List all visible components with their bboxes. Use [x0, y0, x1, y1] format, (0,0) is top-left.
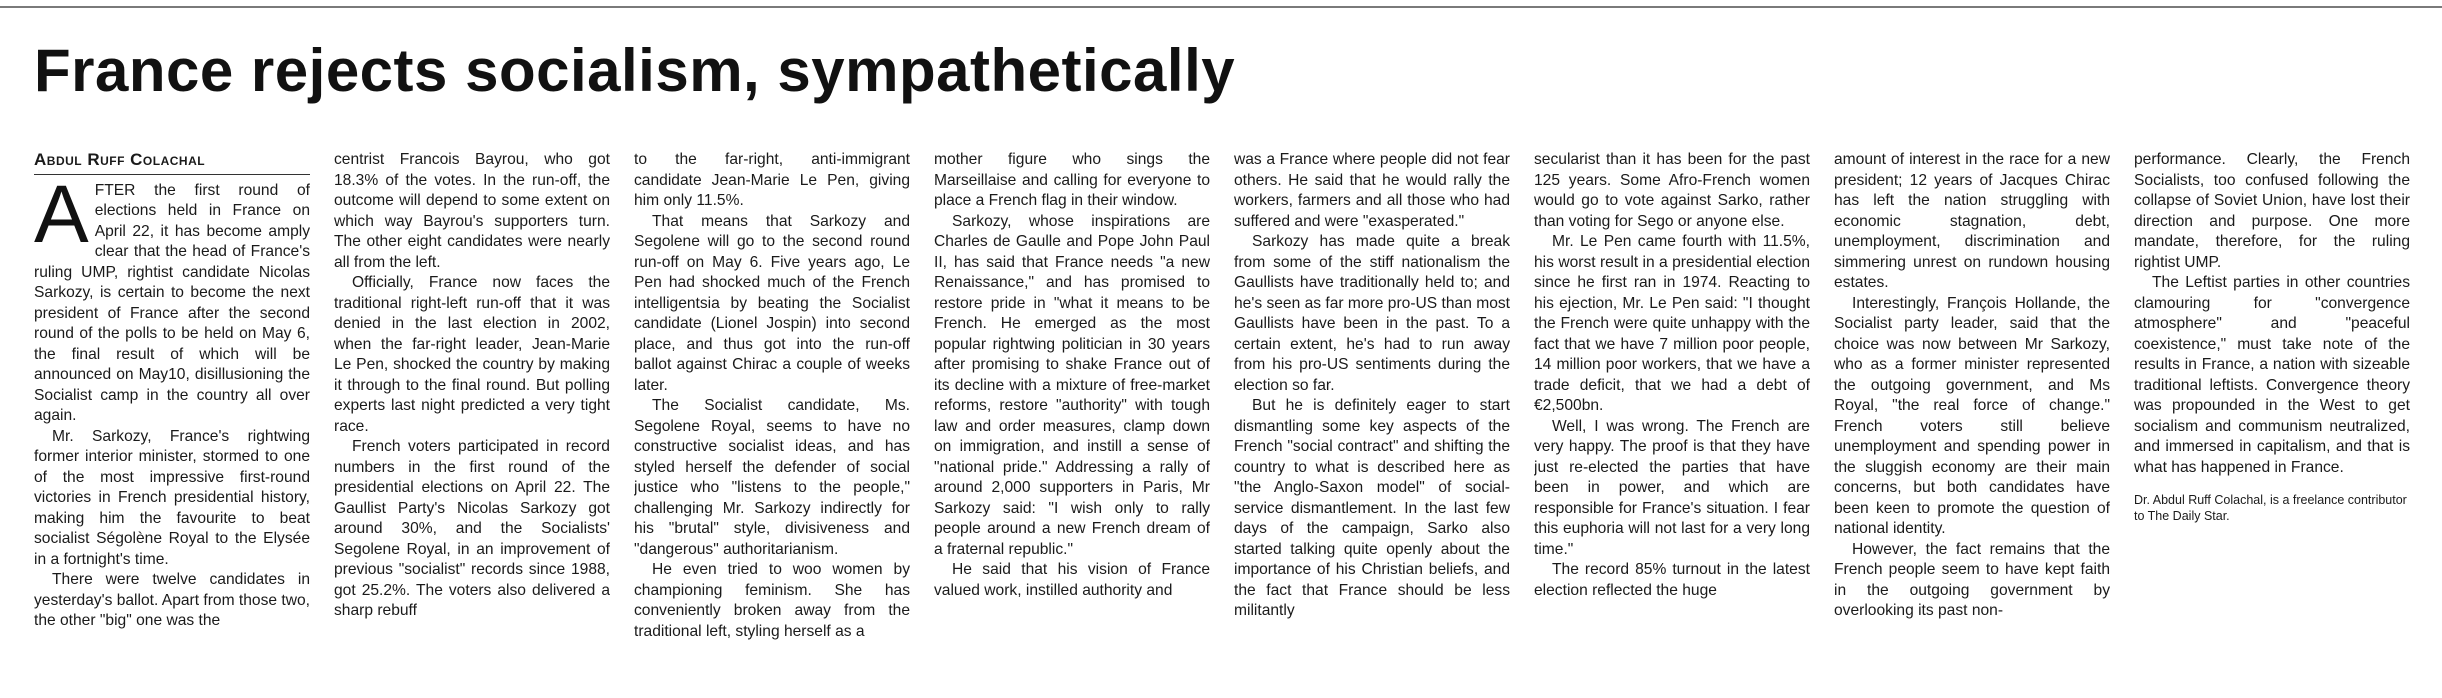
paragraph: Mr. Sarkozy, France's rightwing former interior minister, stormed to one of the most impressive first-round victories in French presidential history, making him the favourite to beat socialist Ségolène Royal to the Elysée in a fortnight's time. — [34, 427, 310, 568]
paragraph: However, the fact remains that the French people seem to have kept faith in the outgoing government by overlooking its past non- — [1834, 540, 2110, 619]
paragraph: The Socialist candidate, Ms. Segolene Royal, seems to have no constructive socialist ideas, and has styled herself the defender of social justice who "listens to the people," challenging Mr. Sarkozy indirectly for his "brutal" style, divisiveness and "dangerous" authoritarianism. — [634, 397, 910, 558]
paragraph: The record 85% turnout in the latest election reflected the huge — [1534, 561, 1810, 599]
paragraph: Well, I was wrong. The French are very happy. The proof is that they have just re-elected the parties that have been in power, and which are responsible for France's situation. I fear this euphoria will not last for a very long time." — [1534, 417, 1810, 558]
column-3 — [634, 150, 910, 686]
paragraph-text: the first round of elections held in France on April 22, it has become amply clear that the head of France's ruling UMP, rightist candidate Nicolas Sarkozy, is certain to become the next president of France after the second round of the polls to be held on May 6, the final result of which will be announced on May10, disillusioning the Socialist camp in the country all over again. — [34, 181, 310, 424]
paragraph: mother figure who sings the Marseillaise and calling for everyone to place a French flag in their window. — [934, 151, 1210, 209]
lead-word: FTER — [94, 181, 136, 199]
paragraph: Officially, France now faces the traditional right-left run-off that it was denied in the last election in 2002, when the far-right leader, Jean-Marie Le Pen, shocked the country by making it through to the final round. But polling experts last night predicted a very tight race. — [334, 274, 610, 435]
byline: Abdul Ruff Colachal — [34, 150, 310, 175]
paragraph: He said that his vision of France valued work, instilled authority and — [934, 561, 1210, 599]
paragraph: French voters participated in record numbers in the first round of the presidential elections on April 22. The Gaullist Party's Nicolas Sarkozy got around 30%, and the Socialists' Segolene Royal, in an improvement of previous "socialist" records since 1988, got 25.2%. The voters also delivered a sharp rebuff — [334, 438, 610, 619]
paragraph: But he is definitely eager to start dismantling some key aspects of the French "social contract" and shifting the country to what is described here as "the Anglo-Saxon model" of social-service dismantlement. In the last few days of the campaign, Sarko also started talking quite openly about the importance of his Christian beliefs, and the fact that France should be less militantly — [1234, 397, 1510, 619]
paragraph: amount of interest in the race for a new president; 12 years of Jacques Chirac has left the nation struggling with economic stagnation, debt, unemployment, discrimination and simmering unrest on rundown housing estates. — [1834, 151, 2110, 291]
paragraph: There were twelve candidates in yesterday's ballot. Apart from those two, the other "big" one was the — [34, 571, 310, 629]
author-footnote: Dr. Abdul Ruff Colachal, is a freelance contributor to The Daily Star. — [2134, 493, 2407, 523]
paragraph: was a France where people did not fear others. He said that he would rally the workers, farmers and all those who had suffered and were "exasperated." — [1234, 151, 1510, 230]
paragraph: secularist than it has been for the past 125 years. Some Afro-French women would go to vote against Sarko, rather than voting for Sego or anyone else. — [1534, 151, 1810, 230]
paragraph: centrist Francois Bayrou, who got 18.3% of the votes. In the run-off, the outcome will depend to some extent on which way Bayrou's supporters turn. The other eight candidates were nearly all from the left. — [334, 151, 610, 271]
column-4 — [934, 150, 1210, 686]
column-2 — [334, 150, 610, 686]
column-6 — [1534, 150, 1810, 686]
article-body — [34, 150, 2410, 686]
top-rule — [0, 6, 2442, 8]
column-5 — [1234, 150, 1510, 686]
lead-paragraph — [34, 168, 310, 427]
column-8 — [2134, 150, 2410, 686]
paragraph: Sarkozy has made quite a break from some of the stiff nationalism the Gaullists have traditionally held to; and he's seen as far more pro-US than most Gaullists have been in the past. To a certain extent, he's had to run away from his pro-US sentiments during the election so far. — [1234, 233, 1510, 394]
paragraph: That means that Sarkozy and Segolene will go to the second round run-off on May 6. Five years ago, Le Pen had shocked much of the French intelligentsia by beating the Socialist candidate (Lionel Jospin) into second place, and thus got into the run-off ballot against Chirac a couple of weeks later. — [634, 212, 910, 394]
paragraph: He even tried to woo women by championing feminism. She has conveniently broken away from the traditional left, styling herself as a — [634, 561, 910, 640]
paragraph: to the far-right, anti-immigrant candidate Jean-Marie Le Pen, giving him only 11.5%. — [634, 151, 910, 209]
headline: France rejects socialism, sympathetically — [34, 37, 1236, 104]
column-7 — [1834, 150, 2110, 686]
paragraph: Mr. Le Pen came fourth with 11.5%, his worst result in a presidential election since he first ran in 1974. Reacting to his ejection, Mr. Le Pen said: "I thought the French were quite unhappy with the fact that we have 7 million poor people, 14 million poor workers, that we have a trade deficit, that we had a debt of €2,500bn. — [1534, 233, 1810, 414]
paragraph: Sarkozy, whose inspirations are Charles de Gaulle and Pope John Paul II, has said that France needs "a new Renaissance," and has promised to restore pride in "what it means to be French. He emerged as the most popular rightwing politician in 30 years after promising to shake France out of its decline with a mixture of free-market reforms, restore "authority" with tough law and order measures, clamp down on immigration, and instill a sense of "national pride." Addressing a rally of around 2,000 supporters in Paris, Mr Sarkozy said: "I wish only to rally people around a new French dream of a fraternal republic." — [934, 212, 1210, 558]
paragraph: Interestingly, François Hollande, the Socialist party leader, said that the choice was now between Mr Sarkozy, who as a former minister represented the outgoing government, and Ms Royal, "the real force of change." French voters still believe unemployment and spending power in the sluggish economy are their main concerns, but both candidates have been keen to promote the question of national identity. — [1834, 294, 2110, 537]
paragraph: The Leftist parties in other countries clamouring for "convergence atmosphere" and "peaceful coexistence," must take note of the results in France, a nation with sizeable traditional leftists. Convergence theory was propounded in the West to get socialism and communism neutralized, and immersed in capitalism, and that is what has happened in France. — [2134, 274, 2410, 476]
column-1 — [34, 150, 310, 686]
paragraph: performance. Clearly, the French Socialists, too confused following the collapse of Soviet Union, have lost their direction and purpose. One more mandate, therefore, for the ruling rightist UMP. — [2134, 151, 2410, 271]
drop-cap: A — [34, 168, 89, 260]
